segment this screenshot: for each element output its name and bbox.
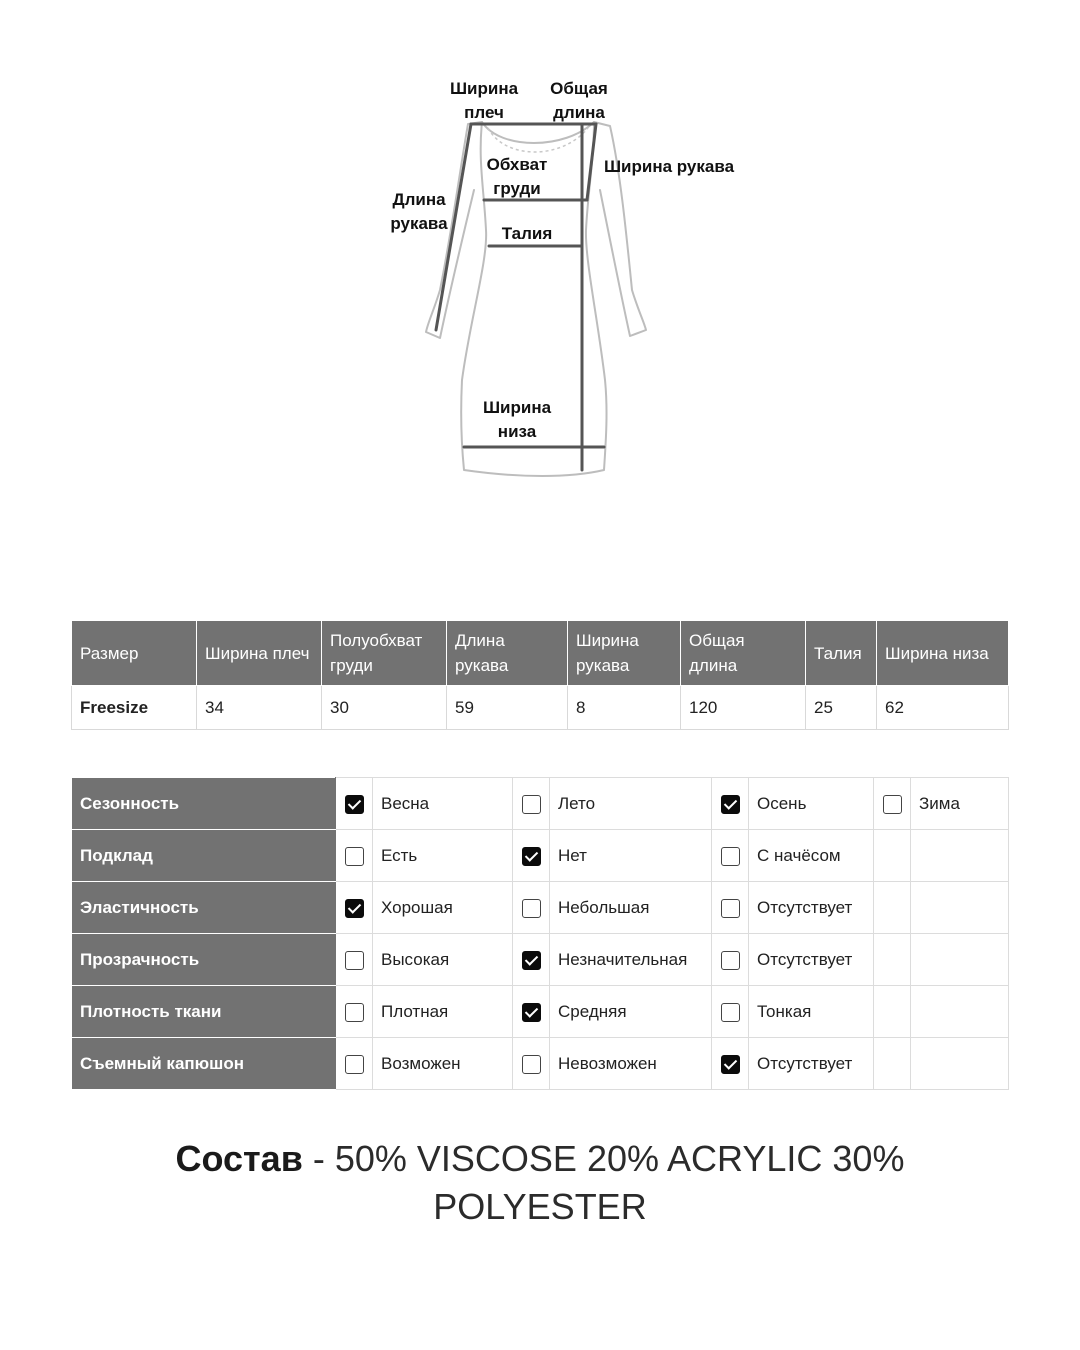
empty-cell: [874, 986, 911, 1038]
option-label: Осень: [749, 778, 874, 830]
composition-value: - 50% VISCOSE 20% ACRYLIC 30% POLYESTER: [302, 1138, 905, 1227]
option-label: Высокая: [373, 934, 513, 986]
checkbox-unchecked-icon[interactable]: [345, 1055, 364, 1074]
empty-cell: [911, 986, 1009, 1038]
composition-label: Состав: [175, 1138, 303, 1179]
option-label: Плотная: [373, 986, 513, 1038]
property-name: Сезонность: [72, 778, 336, 830]
empty-cell: [874, 934, 911, 986]
option-label: Отсутствует: [749, 934, 874, 986]
option-checkbox-cell: [513, 934, 550, 986]
cell-shoulder-width: 34: [197, 686, 322, 730]
property-row-elasticity: [72, 882, 1009, 934]
cell-sleeve-length: 59: [447, 686, 568, 730]
header-sleeve-width: Ширина рукава: [568, 621, 681, 686]
table-row: [72, 686, 1009, 730]
option-checkbox-cell: [513, 778, 550, 830]
cell-total-length: 120: [681, 686, 806, 730]
property-name: Съемный капюшон: [72, 1038, 336, 1090]
option-checkbox-cell: [513, 830, 550, 882]
empty-cell: [874, 830, 911, 882]
option-label: Лето: [550, 778, 712, 830]
option-label: С начёсом: [749, 830, 874, 882]
header-waist: Талия: [806, 621, 877, 686]
cell-size: Freesize: [72, 686, 197, 730]
option-checkbox-cell: [336, 830, 373, 882]
cell-sleeve-width: 8: [568, 686, 681, 730]
checkbox-unchecked-icon[interactable]: [522, 899, 541, 918]
empty-cell: [911, 934, 1009, 986]
property-name: Прозрачность: [72, 934, 336, 986]
label-hem-width: Ширина низа: [482, 398, 552, 441]
header-sleeve-length: Длина рукава: [447, 621, 568, 686]
option-checkbox-cell: [712, 1038, 749, 1090]
property-row-lining: [72, 830, 1009, 882]
properties-table: [71, 777, 1009, 1090]
property-name: Плотность ткани: [72, 986, 336, 1038]
option-checkbox-cell: [513, 882, 550, 934]
label-chest: Обхват груди: [486, 155, 548, 198]
empty-cell: [874, 1038, 911, 1090]
option-checkbox-cell: [336, 882, 373, 934]
header-hem-width: Ширина низа: [877, 621, 1009, 686]
option-label: Возможен: [373, 1038, 513, 1090]
property-row-detachable-hood: [72, 1038, 1009, 1090]
checkbox-checked-icon[interactable]: [522, 1003, 541, 1022]
checkbox-unchecked-icon[interactable]: [345, 847, 364, 866]
option-label: Зима: [911, 778, 1009, 830]
cell-hem-width: 62: [877, 686, 1009, 730]
checkbox-unchecked-icon[interactable]: [522, 795, 541, 814]
checkbox-unchecked-icon[interactable]: [883, 795, 902, 814]
header-shoulder-width: Ширина плеч: [197, 621, 322, 686]
option-label: Есть: [373, 830, 513, 882]
option-label: Средняя: [550, 986, 712, 1038]
checkbox-unchecked-icon[interactable]: [721, 899, 740, 918]
property-row-seasonality: [72, 778, 1009, 830]
checkbox-unchecked-icon[interactable]: [345, 1003, 364, 1022]
option-label: Невозможен: [550, 1038, 712, 1090]
empty-cell: [911, 882, 1009, 934]
checkbox-checked-icon[interactable]: [522, 951, 541, 970]
option-label: Незначительная: [550, 934, 712, 986]
option-label: Отсутствует: [749, 882, 874, 934]
option-label: Нет: [550, 830, 712, 882]
option-checkbox-cell: [336, 986, 373, 1038]
label-shoulder-width: Ширина плеч: [449, 79, 519, 122]
empty-cell: [874, 882, 911, 934]
option-checkbox-cell: [336, 778, 373, 830]
option-checkbox-cell: [712, 830, 749, 882]
composition: [140, 1135, 940, 1231]
checkbox-unchecked-icon[interactable]: [721, 847, 740, 866]
checkbox-unchecked-icon[interactable]: [522, 1055, 541, 1074]
checkbox-checked-icon[interactable]: [721, 1055, 740, 1074]
empty-cell: [911, 1038, 1009, 1090]
option-checkbox-cell: [336, 1038, 373, 1090]
option-label: Весна: [373, 778, 513, 830]
header-half-chest: Полуобхват груди: [322, 621, 447, 686]
property-name: Подклад: [72, 830, 336, 882]
option-label: Небольшая: [550, 882, 712, 934]
checkbox-checked-icon[interactable]: [522, 847, 541, 866]
label-sleeve-length: Длина рукава: [390, 190, 448, 233]
checkbox-unchecked-icon[interactable]: [721, 1003, 740, 1022]
cell-half-chest: 30: [322, 686, 447, 730]
option-label: Хорошая: [373, 882, 513, 934]
label-total-length: Общая длина: [550, 79, 608, 122]
checkbox-checked-icon[interactable]: [345, 899, 364, 918]
empty-cell: [911, 830, 1009, 882]
property-name: Эластичность: [72, 882, 336, 934]
size-table-header: [72, 621, 1009, 686]
option-checkbox-cell: [712, 934, 749, 986]
option-checkbox-cell: [874, 778, 911, 830]
option-checkbox-cell: [712, 778, 749, 830]
property-row-transparency: [72, 934, 1009, 986]
label-waist: Талия: [501, 224, 553, 243]
option-label: Тонкая: [749, 986, 874, 1038]
option-checkbox-cell: [712, 986, 749, 1038]
checkbox-checked-icon[interactable]: [345, 795, 364, 814]
property-row-fabric-density: [72, 986, 1009, 1038]
option-checkbox-cell: [712, 882, 749, 934]
option-checkbox-cell: [513, 1038, 550, 1090]
measurement-diagram: [0, 0, 1080, 520]
label-sleeve-width: Ширина рукава: [603, 157, 735, 176]
option-checkbox-cell: [513, 986, 550, 1038]
size-table: [71, 620, 1009, 730]
checkbox-checked-icon[interactable]: [721, 795, 740, 814]
checkbox-unchecked-icon[interactable]: [345, 951, 364, 970]
checkbox-unchecked-icon[interactable]: [721, 951, 740, 970]
option-label: Отсутствует: [749, 1038, 874, 1090]
header-size: Размер: [72, 621, 197, 686]
header-total-length: Общая длина: [681, 621, 806, 686]
cell-waist: 25: [806, 686, 877, 730]
option-checkbox-cell: [336, 934, 373, 986]
